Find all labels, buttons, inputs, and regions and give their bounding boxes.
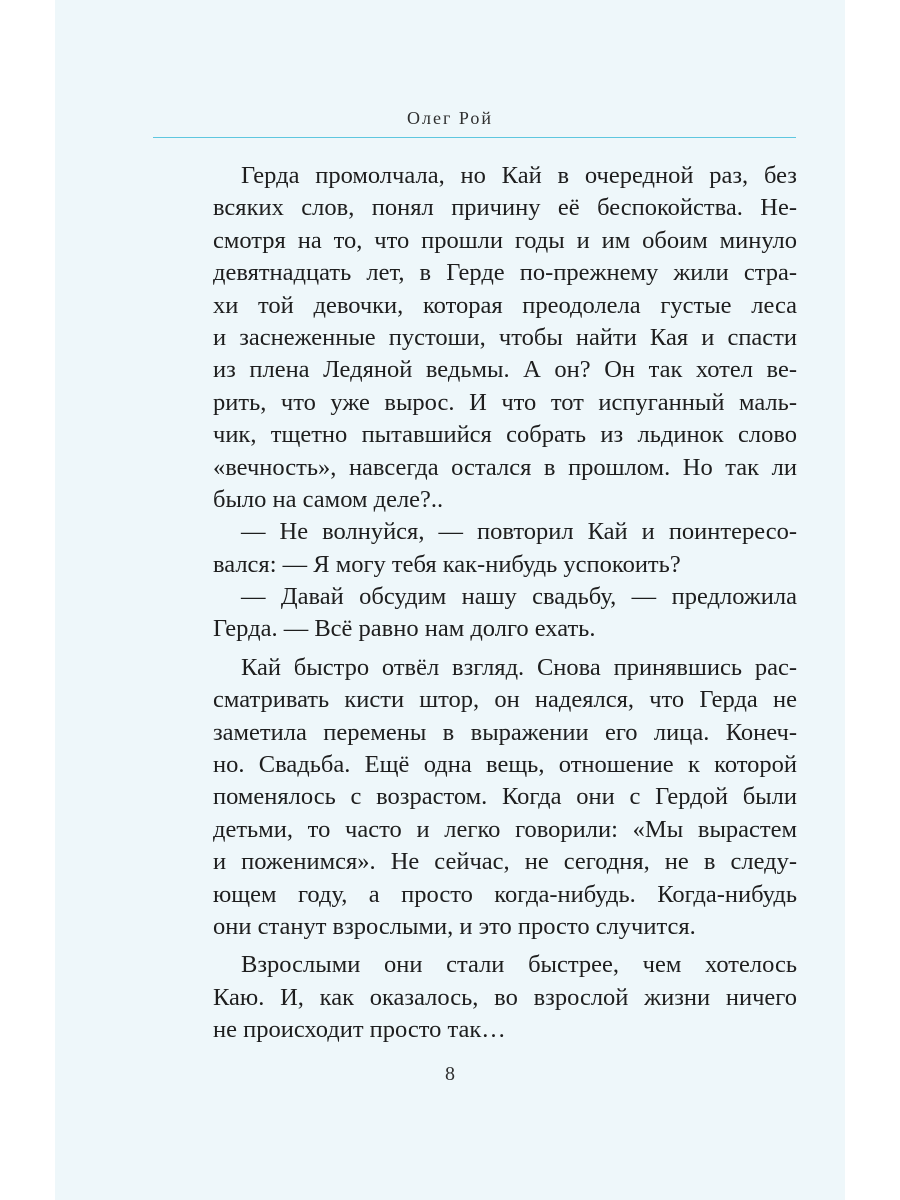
text-line: Герда промолчала, но Кай в очередной раз, без [241,162,797,189]
text-line: рить, что уже вырос. И что тот испуганный маль- [213,388,797,416]
text-line: — Не волнуйся, — повторил Кай и поинтересо- [241,518,797,546]
text-line: и заснеженные пустоши, чтобы найти Кая и спасти [213,323,797,351]
body-text [213,160,797,1047]
text-line: всяких слов, понял причину её беспокойства. Не- [213,194,797,222]
paragraph [213,581,797,646]
text-line: смотря на то, что прошли годы и им обоим минуло [213,226,797,254]
text-line: ющем году, а просто когда-нибудь. Когда-нибудь [213,880,797,908]
book-page [55,0,845,1200]
text-line: но. Свадьба. Ещё одна вещь, отношение к которой [213,751,797,779]
text-line: Взрослыми они стали быстрее, чем хотелось [241,951,797,979]
text-line: Кай быстро отвёл взгляд. Снова принявшись рас- [241,653,797,681]
text-line: «вечность», навсегда остался в прошлом. Но так ли [213,453,797,481]
paragraph [213,652,797,944]
text-line: они станут взрослыми, и это просто случится. [213,912,696,940]
text-line: было на самом деле?.. [213,485,444,513]
text-line: Герда. — Всё равно нам долго ехать. [213,615,596,643]
text-line: вался: — Я могу тебя как-нибудь успокоить? [213,550,681,578]
text-line: хи той девочки, которая преодолела густые леса [213,291,797,319]
text-line: поменялось с возрастом. Когда они с Гердой были [213,783,797,811]
paragraph [213,949,797,1046]
text-line: из плена Ледяной ведьмы. А он? Он так хотел ве- [213,356,797,384]
running-head-author: Олег Рой [406,108,494,128]
text-line: не происходит просто так… [213,1016,506,1044]
text-line: сматривать кисти штор, он надеялся, что Герда не [213,686,797,714]
page-number: 8 [445,1063,455,1085]
text-line: заметила перемены в выражении его лица. Конеч- [213,718,797,746]
text-line: — Давай обсудим нашу свадьбу, — предложила [241,583,797,611]
text-line: и поженимся». Не сейчас, не сегодня, не в следу- [213,848,797,876]
header-rule [153,137,796,138]
paragraph [213,516,797,581]
text-line: Каю. И, как оказалось, во взрослой жизни ничего [213,983,797,1011]
paragraph [213,160,797,516]
text-line: чик, тщетно пытавшийся собрать из льдинок слово [213,421,797,449]
text-line: девятнадцать лет, в Герде по-прежнему жили стра- [213,259,797,287]
text-line: детьми, то часто и легко говорили: «Мы вырастем [213,815,797,843]
